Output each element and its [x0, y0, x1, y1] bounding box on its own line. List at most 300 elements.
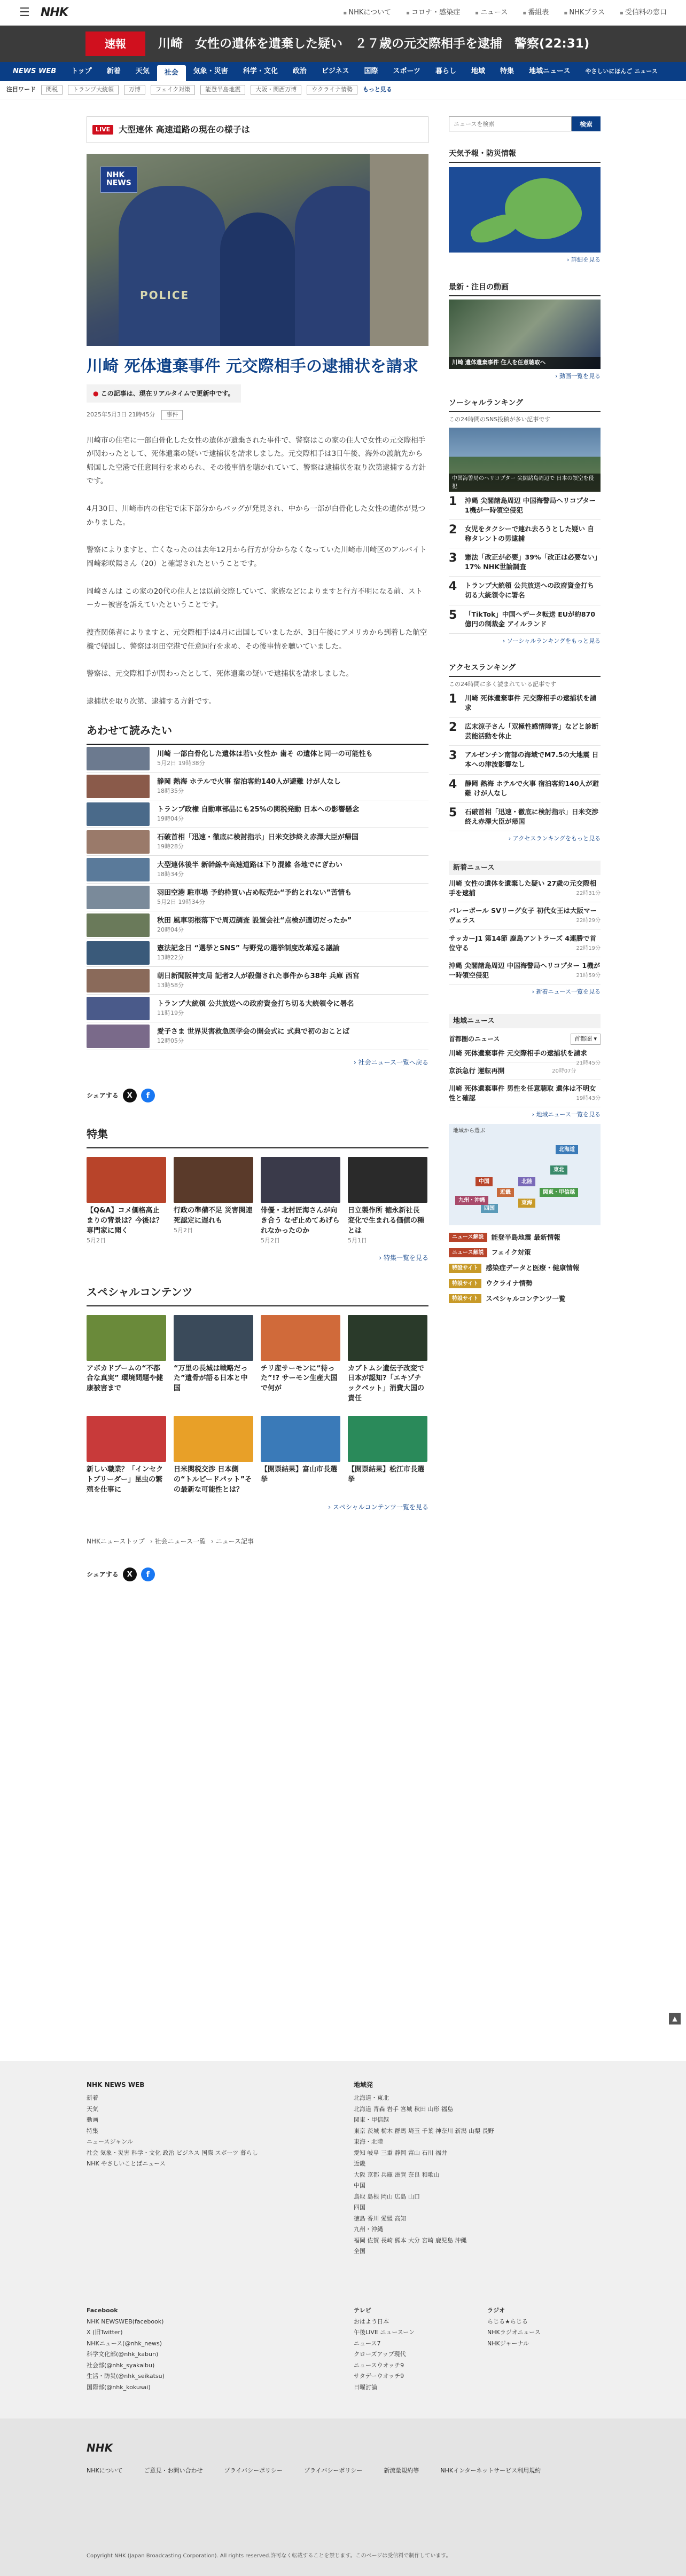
footer-link[interactable]: 鳥取 島根 岡山 広島 山口 — [354, 2193, 420, 2200]
footer-link[interactable]: NHK NEWSWEB(facebook) — [87, 2318, 164, 2325]
footer-link[interactable]: 愛知 岐阜 三重 静岡 富山 石川 福井 — [354, 2149, 447, 2156]
special-site-link[interactable] — [449, 1294, 601, 1304]
related-text — [157, 943, 340, 963]
special-site-tag: 特設サイト — [449, 1264, 481, 1273]
related-text — [157, 832, 358, 852]
news-list-item[interactable] — [449, 1045, 601, 1066]
footer-link[interactable]: 天気 — [87, 2105, 98, 2113]
footer-link[interactable]: 四国 — [354, 2204, 365, 2211]
card-title[interactable]: 【開票結果】松江市長選挙 — [348, 1465, 425, 1484]
nav-item[interactable]: トップ — [71, 67, 92, 76]
card-title[interactable]: 新しい職業？「インセクトブリーダー」昆虫の繁殖を仕事に — [87, 1465, 163, 1494]
card-title[interactable]: 俳優・北村匠海さんが向き合う なぜ止めてあげられなかったのか — [261, 1207, 340, 1235]
special-site-tag: ニュース解説 — [449, 1233, 487, 1242]
related-more-link[interactable]: › 社会ニュース一覧へ戻る — [87, 1058, 428, 1067]
ranking-item[interactable] — [449, 689, 601, 718]
ranking-item[interactable] — [449, 605, 601, 634]
rank-title[interactable]: 広末涼子さん「双極性感情障害」などと診断 芸能活動を休止 — [465, 722, 599, 740]
related-item[interactable] — [87, 884, 428, 911]
access-ranking-list — [449, 689, 601, 831]
related-title[interactable]: 川崎 一部白骨化した遺体は若い女性か 歯そ の遺体と同一の可能性も — [157, 750, 373, 758]
ranking-item[interactable] — [449, 492, 601, 520]
facebook-share-icon[interactable]: f — [141, 1089, 155, 1102]
article-paragraph: 岡崎さんは この家の20代の住人とは以前交際していて、家族などによりますと行方不明になる前、ストーカー被害を訴えていたということです。 — [87, 587, 423, 610]
related-item[interactable] — [87, 939, 428, 967]
article-paragraph: 警察によりますと、亡くなったのは去年12月から行方が分からなくなっていた川崎市川崎区のアルバイト 岡崎彩咲陽さん（20）と確認されたということです。 — [87, 546, 427, 568]
footer-link[interactable]: 九州・沖縄 — [354, 2226, 383, 2233]
social-ranking-image[interactable] — [449, 428, 601, 492]
news-item-title[interactable]: サッカーJ1 第14節 鹿島アントラーズ 4連勝で首位守る — [449, 934, 597, 952]
related-thumbnail — [87, 775, 150, 798]
card-title[interactable]: カブトムシ遺伝子改変で日本が認知?「エキゾチックペット」消費大国の責任 — [348, 1364, 425, 1403]
special-site-title[interactable]: 能登半島地震 最新情報 — [491, 1233, 560, 1241]
news-item-title[interactable]: 川崎 死体遺棄事件 元交際相手の逮捕状を請求 — [449, 1049, 587, 1057]
region-map-button[interactable]: 九州・沖縄 — [455, 1196, 488, 1205]
social-more[interactable]: › ソーシャルランキングをもっと見る — [449, 637, 601, 646]
related-item[interactable] — [87, 745, 428, 773]
card-title[interactable]: アボカドブームの“不都合な真実” 環境問題や健康被害まで — [87, 1364, 163, 1393]
related-item[interactable] — [87, 911, 428, 939]
special-site-title[interactable]: ウクライナ情勢 — [486, 1279, 533, 1287]
search-button[interactable]: 検索 — [572, 116, 601, 131]
footer-link[interactable]: 動画 — [87, 2116, 98, 2123]
region-select-value: 首都圏 — [574, 1035, 592, 1042]
main-column — [87, 116, 428, 1581]
breadcrumb: NHKニューストップ › 社会ニュース一覧 › ニュース記事 — [87, 1538, 254, 1546]
related-date: 5月2日 19時34分 — [157, 899, 205, 906]
hot-word-tag[interactable]: 大阪・関西万博 — [251, 85, 301, 95]
related-date: 19時28分 — [157, 843, 184, 850]
related-title[interactable]: 静岡 熱海 ホテルで火事 宿泊客約140人が避難 けが人なし — [157, 777, 341, 786]
features-cards — [87, 1157, 428, 1245]
article-hero-image — [87, 154, 428, 346]
footer-link: Facebook — [87, 2307, 118, 2314]
footer-sns-col — [87, 2306, 215, 2394]
top-link[interactable]: ▪ 受信料の窓口 — [620, 7, 667, 18]
main-nav — [0, 62, 686, 81]
features-heading: 特集 — [87, 1126, 428, 1148]
content-card[interactable] — [87, 1157, 166, 1245]
related-item[interactable] — [87, 828, 428, 856]
news-list-item[interactable] — [449, 1080, 601, 1107]
share-label: シェアする — [87, 1092, 119, 1100]
related-thumbnail — [87, 802, 150, 826]
related-date: 20時04分 — [157, 926, 184, 934]
hot-word-tag[interactable]: トランプ大統領 — [68, 85, 119, 95]
related-heading: あわせて読みたい — [87, 722, 428, 745]
officer-figure — [220, 212, 295, 346]
weather-map[interactable] — [449, 167, 601, 253]
special-site-title[interactable]: 感染症データと医療・健康情報 — [486, 1264, 580, 1272]
related-title[interactable]: 愛子さま 世界災害救急医学会の開会式に 式典で初のおことば — [157, 1027, 350, 1036]
breaking-label: 速報 — [85, 31, 145, 56]
related-title[interactable]: 秋田 風車羽根落下で周辺調査 設置会社“点検が適切だったか” — [157, 916, 352, 925]
featured-video[interactable] — [449, 300, 601, 369]
related-title[interactable]: 朝日新聞阪神支局 記者2人が殺傷された事件から38年 兵庫 西宮 — [157, 972, 360, 980]
content-card[interactable] — [261, 1416, 340, 1495]
news-item-time: 22時29分 — [576, 918, 601, 924]
breadcrumb-item[interactable]: NHKニューストップ — [87, 1538, 145, 1546]
ranking-item[interactable] — [449, 577, 601, 605]
related-title[interactable]: トランプ政権 自動車部品にも25%の関税発動 日本への影響懸念 — [157, 805, 360, 814]
card-image — [261, 1315, 340, 1361]
article-category[interactable]: 事件 — [161, 410, 183, 420]
related-text — [157, 971, 360, 990]
footer-left-links — [87, 2094, 300, 2169]
card-title[interactable]: 【Q&A】コメ価格高止まりの背景は？今後は？専門家に聞く — [87, 1207, 163, 1235]
footer-nav-col — [87, 2080, 300, 2171]
region-map-button[interactable]: 中国 — [475, 1177, 493, 1186]
hot-word-tag[interactable]: フェイク対策 — [151, 85, 195, 95]
footer-link[interactable]: 日曜討論 — [354, 2383, 377, 2391]
content-card[interactable] — [348, 1315, 427, 1404]
footer-link[interactable]: 午後LIVE ニュースーン — [354, 2329, 415, 2336]
related-date: 12時05分 — [157, 1037, 184, 1045]
region-map-title: 地域から選ぶ — [453, 1128, 485, 1134]
footer-link[interactable]: 社会 気象・災害 科学・文化 政治 ビジネス 国際 スポーツ 暮らし — [87, 2149, 258, 2156]
nav-item[interactable]: スポーツ — [393, 67, 420, 76]
nav-item[interactable]: 政治 — [292, 67, 307, 76]
nav-item-easy-japanese[interactable]: やさしいにほんご ニュース — [585, 67, 658, 75]
top-link[interactable]: ▪ コロナ・感染症 — [406, 7, 460, 18]
x-share-icon[interactable]: X — [123, 1567, 137, 1581]
related-item[interactable] — [87, 856, 428, 884]
search-input[interactable] — [449, 116, 572, 131]
footer-bottom-link[interactable]: プライバシーポリシー — [303, 2467, 363, 2474]
related-title[interactable]: 大型連休後半 新幹線や高速道路は下り混雑 各地でにぎわい — [157, 861, 343, 869]
related-list — [87, 745, 428, 1050]
region-map-button[interactable]: 近畿 — [497, 1188, 514, 1197]
police-text: POLICE — [140, 289, 190, 302]
content-card[interactable] — [87, 1315, 166, 1404]
ranking-item[interactable] — [449, 746, 601, 774]
watermark-line: NHK — [106, 171, 125, 179]
social-image-caption: 中国海警局のヘリコプター 尖閣諸島周辺で 日本の領空を侵犯 — [449, 474, 601, 492]
social-ranking-sub: この24時間のSNS投稿が多い記事です — [449, 416, 551, 423]
ranking-item[interactable] — [449, 548, 601, 577]
breaking-text[interactable]: 川崎 女性の遺体を遺棄した疑い ２７歳の元交際相手を逮捕 警察(22:31) — [158, 36, 590, 51]
special-site-links — [449, 1233, 601, 1304]
news-list-item[interactable] — [449, 930, 601, 957]
card-image — [174, 1315, 253, 1361]
footer-bottom-links — [87, 2467, 541, 2476]
footer-link[interactable]: 近畿 — [354, 2160, 365, 2167]
nav-item[interactable]: 暮らし — [435, 67, 456, 76]
ranking-item[interactable] — [449, 718, 601, 746]
top-link[interactable]: ▪ NHKについて — [343, 7, 391, 18]
rank-title[interactable]: 憲法「改正が必要」39%「改正は必要ない」17% NHK世論調査 — [465, 553, 598, 571]
footer-link[interactable]: 新着 — [87, 2094, 98, 2101]
footer-link[interactable]: らじる★らじる — [487, 2318, 528, 2325]
access-more[interactable]: › アクセスランキングをもっと見る — [449, 834, 601, 844]
nhk-logo[interactable]: NHK — [41, 6, 68, 19]
related-title[interactable]: 羽田空港 駐車場 予約枠買い占め転売か“予約とれない”苦情も — [157, 888, 352, 897]
footer-bottom-link[interactable]: ご意見・お問い合わせ — [144, 2467, 203, 2474]
card-date: 5月2日 — [261, 1237, 280, 1244]
card-title[interactable]: チリ産サーモンに“待った”!? サーモン生産大国で何が — [261, 1364, 338, 1393]
hot-word-tag[interactable]: ウクライナ情勢 — [307, 85, 357, 95]
rank-number: 1 — [449, 692, 457, 706]
rank-number: 5 — [449, 608, 457, 622]
card-title[interactable]: 【開票結果】富山市長選挙 — [261, 1465, 338, 1484]
special-heading: スペシャルコンテンツ — [87, 1284, 428, 1306]
related-date: 13時22分 — [157, 954, 184, 962]
live-text[interactable]: 大型連休 高速道路の現在の様子は — [119, 124, 250, 135]
nav-item-active[interactable]: 社会 — [157, 65, 186, 81]
nav-item[interactable]: 天気 — [135, 67, 150, 76]
nav-item[interactable]: ビジネス — [321, 67, 349, 76]
footer-link[interactable]: 大阪 京都 兵庫 滋賀 奈良 和歌山 — [354, 2171, 440, 2178]
x-share-icon[interactable]: X — [123, 1089, 137, 1102]
footer-link[interactable]: 社会部(@nhk_syakaibu) — [87, 2361, 155, 2369]
footer-bottom-link[interactable]: プライバシーポリシー — [224, 2467, 283, 2474]
news-list-item[interactable] — [449, 902, 601, 929]
footer-link[interactable]: 東京 茨城 栃木 群馬 埼玉 千葉 神奈川 新潟 山梨 長野 — [354, 2127, 494, 2134]
weather-more[interactable]: › 詳細を見る — [449, 256, 601, 265]
footer-link[interactable]: 特集 — [87, 2127, 98, 2134]
special-site-tag: 特設サイト — [449, 1294, 481, 1303]
ranking-item[interactable] — [449, 520, 601, 548]
footer-link[interactable]: 徳島 香川 愛媛 高知 — [354, 2215, 407, 2222]
footer-tv-col-2 — [354, 2306, 482, 2394]
card-title[interactable]: 日米関税交渉 日本側の“トルピードパット”その最新な可能性とは？ — [174, 1465, 252, 1494]
weather-heading: 天気予報・防災情報 — [449, 148, 601, 163]
live-badge: LIVE — [92, 125, 113, 135]
related-text — [157, 749, 373, 768]
rank-title[interactable]: 「TikTok」中国へデータ転送 EUが約870億円の制裁金 アイルランド — [465, 610, 596, 628]
nav-item[interactable]: 国際 — [364, 67, 378, 76]
news-item-title[interactable]: 京浜急行 運転再開 — [449, 1066, 505, 1075]
card-image — [348, 1157, 427, 1203]
footer-link[interactable]: 生活・防災(@nhk_seikatsu) — [87, 2373, 165, 2380]
content-card[interactable] — [261, 1315, 340, 1404]
region-map-button[interactable]: 東北 — [550, 1165, 567, 1175]
special-cards-row-1 — [87, 1315, 428, 1404]
copyright: Copyright NHK (Japan Broadcasting Corporation). All rights reserved.許可なく転載することを禁じます。このページは受信料で制作しています。 — [87, 2553, 451, 2559]
footer-link: テレビ — [354, 2307, 371, 2314]
footer-link[interactable]: NHKラジオニュース — [487, 2329, 541, 2336]
card-image — [348, 1416, 427, 1462]
content-card[interactable] — [174, 1315, 253, 1404]
related-item[interactable] — [87, 773, 428, 800]
footer-link[interactable]: おはよう日本 — [354, 2318, 389, 2325]
local-region-title: 首都圏のニュース — [449, 1035, 500, 1043]
related-title[interactable]: トランプ大統領 公共放送への政府資金打ち切る大統領令に署名 — [157, 999, 354, 1008]
nhk-news-watermark — [100, 167, 137, 193]
news-item-title[interactable]: バレーボール SVリーグ女子 初代女王は大阪マーヴェラス — [449, 907, 597, 925]
related-item[interactable] — [87, 995, 428, 1022]
related-item[interactable] — [87, 1022, 428, 1050]
card-date: 5月2日 — [174, 1227, 193, 1234]
card-title[interactable]: 行政の準備不足 災害関連死認定に遅れも — [174, 1207, 253, 1225]
related-date: 19時04分 — [157, 815, 184, 823]
news-list-item[interactable] — [449, 875, 601, 902]
special-site-link[interactable] — [449, 1233, 601, 1243]
card-date: 5月1日 — [348, 1237, 367, 1244]
ranking-item[interactable] — [449, 775, 601, 803]
breadcrumb-item[interactable]: 社会ニュース一覧 — [154, 1538, 206, 1546]
footer-link[interactable]: サタデーウオッチ9 — [354, 2373, 404, 2380]
local-news-more[interactable]: › 地域ニュース一覧を見る — [449, 1110, 601, 1120]
top-links — [343, 7, 667, 18]
nav-item[interactable]: 地域ニュース — [529, 67, 571, 76]
special-site-link[interactable] — [449, 1263, 601, 1273]
footer-nhk-logo[interactable]: NHK — [87, 2441, 113, 2454]
content-card[interactable] — [348, 1157, 427, 1245]
related-text — [157, 777, 341, 796]
ranking-item[interactable] — [449, 803, 601, 831]
footer-link[interactable]: 北海道・東北 — [354, 2094, 389, 2101]
top-link[interactable]: ▪ 番組表 — [523, 7, 549, 18]
rank-title[interactable]: 沖縄 尖閣諸島周辺 中国海警局ヘリコプター 1機が一時領空侵犯 — [465, 496, 596, 514]
special-site-tag: ニュース解説 — [449, 1248, 487, 1257]
footer-link[interactable]: 全国 — [354, 2248, 365, 2255]
special-more-link[interactable]: › スペシャルコンテンツ一覧を見る — [87, 1502, 428, 1512]
hot-words-more[interactable]: もっと見る — [362, 86, 392, 93]
hot-words-label: 注目ワード — [6, 86, 36, 93]
card-image — [261, 1416, 340, 1462]
rank-title[interactable]: 石破首相「迅速・徹底に検討指示」日米交渉終え赤澤大臣が帰国 — [465, 807, 599, 825]
hot-word-tag[interactable]: 万博 — [124, 85, 145, 95]
region-map-button[interactable]: 北陸 — [518, 1177, 535, 1186]
related-text — [157, 888, 352, 907]
footer-brand: NHK NEWS WEB — [87, 2081, 145, 2089]
rank-title[interactable]: トランプ大統領 公共放送への政府資金打ち切る大統領令に署名 — [465, 581, 594, 600]
footer-link[interactable]: ニュースジャンル — [87, 2138, 133, 2145]
region-map-button[interactable]: 北海道 — [556, 1145, 578, 1154]
rank-title[interactable]: 静岡 熱海 ホテルで火事 宿泊客約140人が避難 けが人なし — [465, 779, 599, 797]
news-list-item[interactable] — [449, 957, 601, 984]
region-select[interactable] — [571, 1034, 601, 1045]
facebook-share-icon[interactable]: f — [141, 1567, 155, 1581]
watermark-line: NEWS — [106, 179, 131, 188]
footer-link[interactable]: ニュース7 — [354, 2339, 381, 2347]
live-banner[interactable] — [87, 116, 428, 143]
footer-link[interactable]: 国際部(@nhk_kokusai) — [87, 2383, 151, 2391]
article-title: 川崎 死体遺棄事件 元交際相手の逮捕状を請求 — [87, 357, 418, 376]
rank-title[interactable]: 女児をタクシーで連れ去ろうとした疑い 自称タレントの男逮捕 — [465, 524, 594, 542]
related-title[interactable]: 憲法記念日 “選挙とSNS” 与野党の選挙制度改革巡る議論 — [157, 944, 340, 952]
footer-region-col — [354, 2080, 594, 2258]
hot-word-tag[interactable]: 関税 — [41, 85, 63, 95]
footer-link[interactable]: ニュースウオッチ9 — [354, 2361, 404, 2369]
article-paragraph: 川崎市の住宅に一部白骨化した女性の遺体が遺棄された事件で、警察はこの家の住人で女性の元交際相手が関わったとして、死体遺棄の疑いで逮捕状を請求しました。元交際相手は3日午後、海外の渡航先から帰国した空港で任意同行を求められ、その後事情を聴かれていて、警察は逮捕状を取り次第逮捕する方針です。 — [87, 436, 426, 486]
related-thumbnail — [87, 747, 150, 770]
local-news-heading: 地域ニュース — [449, 1014, 601, 1029]
related-text — [157, 916, 352, 935]
footer-bottom — [0, 2419, 686, 2576]
menu-icon[interactable]: ☰ — [19, 6, 30, 19]
nav-item[interactable]: 地域 — [471, 67, 485, 76]
footer-link[interactable]: 福岡 佐賀 長崎 熊本 大分 宮崎 鹿児島 沖縄 — [354, 2236, 467, 2244]
nav-item[interactable]: 新着 — [106, 67, 121, 76]
content-card[interactable] — [87, 1416, 166, 1495]
footer-link[interactable]: クローズアップ現代 — [354, 2351, 406, 2358]
related-item[interactable] — [87, 967, 428, 995]
footer-link[interactable]: NHK やさしいことばニュース — [87, 2160, 166, 2167]
breadcrumb-item: ニュース記事 — [215, 1538, 254, 1546]
top-link[interactable]: ▪ NHKプラス — [564, 7, 605, 18]
footer-link: ラジオ — [487, 2307, 505, 2314]
footer-link[interactable]: X (旧Twitter) — [87, 2329, 123, 2336]
article-paragraph: 警察は、元交際相手が関わったとして、死体遺棄の疑いで逮捕状を請求しました。 — [87, 669, 354, 679]
hot-word-tag[interactable]: 能登半島地震 — [200, 85, 245, 95]
footer-link[interactable]: 北海道 青森 岩手 宮城 秋田 山形 福島 — [354, 2105, 453, 2113]
page-top-button[interactable]: ▲ — [669, 2013, 681, 2024]
related-date: 11時19分 — [157, 1010, 184, 1017]
related-text — [157, 805, 359, 824]
content-card[interactable] — [261, 1157, 340, 1245]
video-more[interactable]: › 動画一覧を見る — [449, 372, 601, 381]
footer-link[interactable]: 中国 — [354, 2182, 365, 2189]
rank-title[interactable]: 川崎 死体遺棄事件 元交際相手の逮捕状を請求 — [465, 694, 597, 712]
breaking-news-bar[interactable] — [0, 26, 686, 62]
new-news-heading: 新着ニュース — [449, 861, 601, 876]
footer-link[interactable]: NHKニュース(@nhk_news) — [87, 2339, 162, 2347]
wall — [370, 154, 428, 346]
region-map-button[interactable]: 四国 — [481, 1204, 498, 1213]
map-land — [468, 210, 520, 247]
nav-item[interactable]: 特集 — [500, 67, 514, 76]
footer-link[interactable]: 東海・北陸 — [354, 2138, 383, 2145]
footer-link[interactable]: NHKジャーナル — [487, 2339, 529, 2347]
special-site-title[interactable]: フェイク対策 — [491, 1248, 531, 1257]
footer-bottom-link[interactable]: NHKについて — [87, 2467, 123, 2474]
footer-link[interactable]: 関東・甲信越 — [354, 2116, 389, 2123]
news-item-time: 22時31分 — [576, 891, 601, 897]
rank-number: 4 — [449, 580, 457, 594]
features-more-link[interactable]: › 特集一覧を見る — [87, 1253, 428, 1263]
news-item-title[interactable]: 沖縄 尖閣諸島周辺 中国海警局ヘリコプター 1機が一時領空侵犯 — [449, 961, 601, 979]
card-image — [174, 1416, 253, 1462]
rank-title[interactable]: アルゼンチン南部の海域でM7.5の大地震 日本への津波影響なし — [465, 751, 599, 769]
special-site-link[interactable] — [449, 1248, 601, 1258]
new-news-more[interactable]: › 新着ニュース一覧を見る — [449, 988, 601, 997]
card-title[interactable]: 日立製作所 徳永新社長 変化で生まれる価値の種とは — [348, 1207, 425, 1235]
region-map-button[interactable]: 東海 — [518, 1199, 535, 1208]
nav-item[interactable]: 科学・文化 — [243, 67, 278, 76]
content-card[interactable] — [174, 1416, 253, 1495]
related-date: 13時58分 — [157, 982, 184, 989]
nav-item[interactable]: 気象・災害 — [193, 67, 228, 76]
related-thumbnail — [87, 858, 150, 881]
news-item-time: 22時19分 — [576, 945, 601, 951]
news-search — [449, 116, 601, 131]
related-title[interactable]: 石破首相「迅速・徹底に検討指示」日米交渉終え赤澤大臣が帰国 — [157, 833, 359, 841]
card-title[interactable]: “万里の長城は戦略だった”遺骨が語る日本と中国 — [174, 1364, 248, 1393]
region-map — [449, 1124, 601, 1225]
content-card[interactable] — [348, 1416, 427, 1495]
region-map-button[interactable]: 関東・甲信越 — [540, 1188, 578, 1197]
news-item-title[interactable]: 川崎 女性の遺体を遺棄した疑い 27歳の元交際相手を逮捕 — [449, 879, 597, 897]
footer-region-links — [354, 2094, 594, 2256]
footer-bottom-link[interactable]: NHKインターネットサービス利用規約 — [440, 2467, 541, 2474]
special-site-title[interactable]: スペシャルコンテンツ一覧 — [486, 1294, 566, 1303]
related-item[interactable] — [87, 800, 428, 828]
special-site-link[interactable] — [449, 1279, 601, 1289]
footer-bottom-link[interactable]: 新流量規約等 — [384, 2467, 419, 2474]
social-ranking-heading: ソーシャルランキング — [449, 398, 601, 412]
nav-brand[interactable]: NEWS WEB — [13, 67, 57, 76]
top-link[interactable]: ▪ ニュース — [475, 7, 508, 18]
news-item-title[interactable]: 川崎 死体遺棄事件 男性を任意聴取 遺体は不明女性と確認 — [449, 1084, 596, 1102]
card-image — [348, 1315, 427, 1361]
content-card[interactable] — [174, 1157, 253, 1245]
news-item-time: 21時45分 — [576, 1060, 601, 1066]
card-image — [87, 1157, 166, 1203]
related-text — [157, 999, 354, 1018]
footer-link[interactable]: 科学文化部(@nhk_kabun) — [87, 2351, 159, 2358]
